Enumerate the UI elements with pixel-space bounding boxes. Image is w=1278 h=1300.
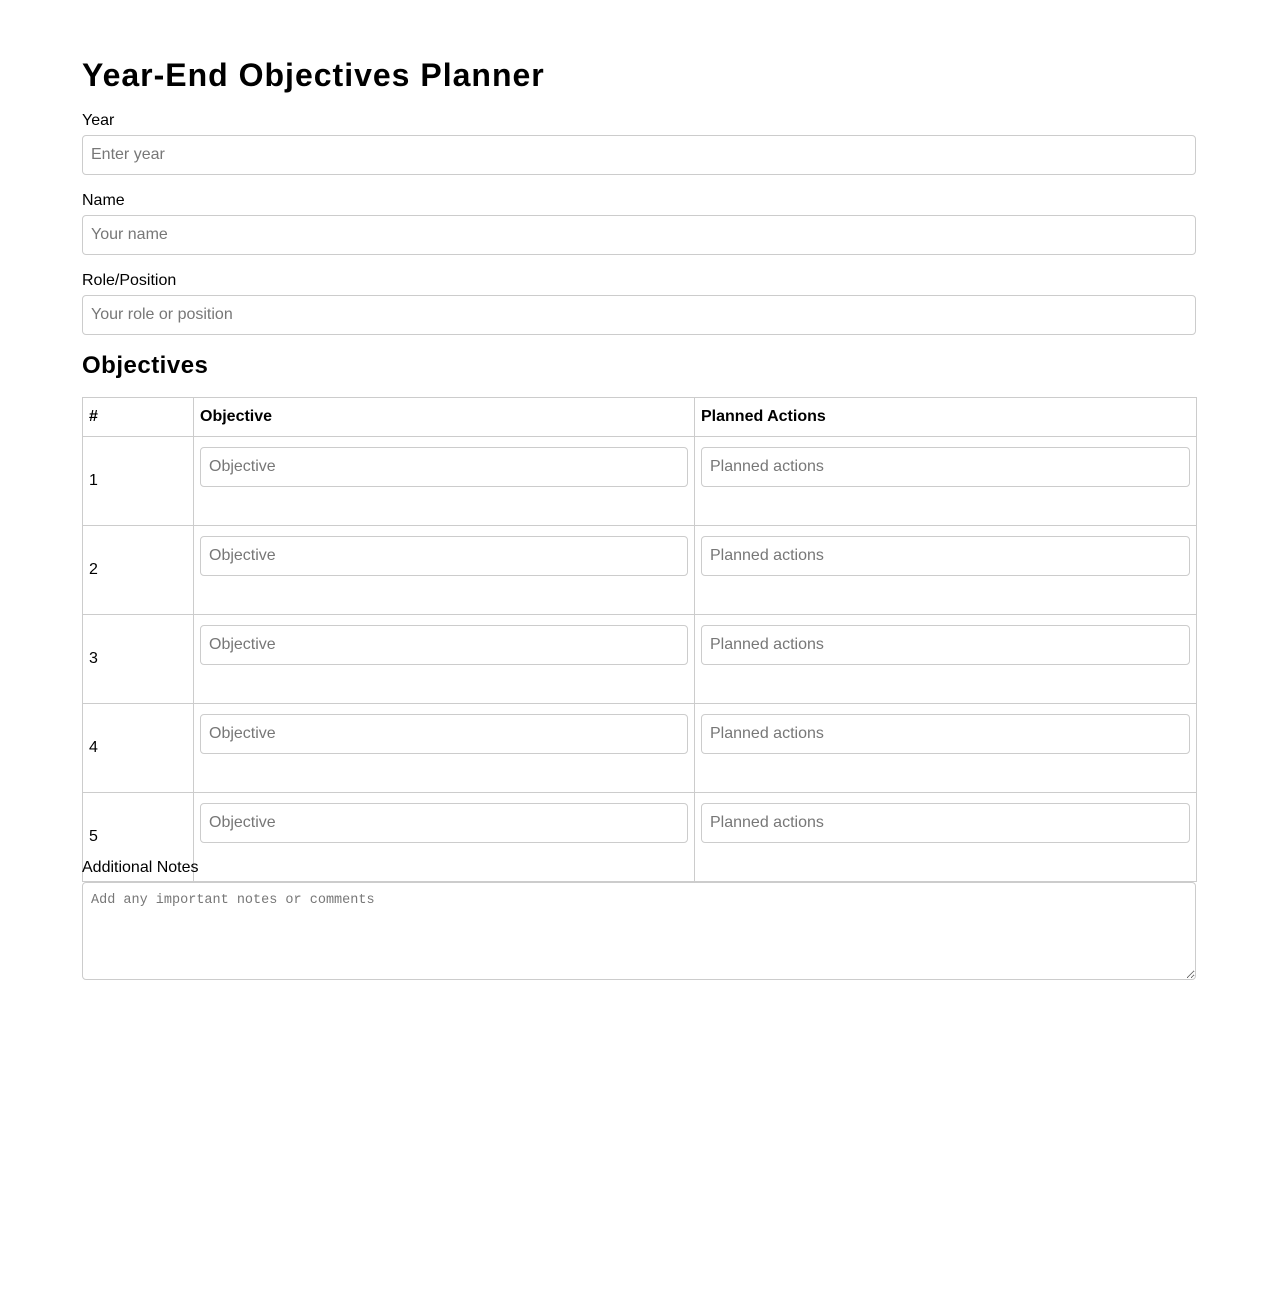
planned-actions-input[interactable] bbox=[701, 714, 1190, 754]
objective-cell bbox=[194, 615, 695, 704]
objective-input[interactable] bbox=[200, 625, 688, 665]
name-label: Name bbox=[82, 192, 125, 209]
objective-input[interactable] bbox=[200, 447, 688, 487]
objective-cell bbox=[194, 526, 695, 615]
row-number: 3 bbox=[83, 615, 194, 704]
table-row bbox=[83, 526, 1197, 615]
column-header-planned-actions: Planned Actions bbox=[695, 398, 1197, 437]
planned-actions-cell bbox=[695, 615, 1197, 704]
page-title: Year-End Objectives Planner bbox=[82, 57, 545, 93]
planned-actions-cell bbox=[695, 437, 1197, 526]
objectives-heading: Objectives bbox=[82, 352, 209, 379]
column-header-objective: Objective bbox=[194, 398, 695, 437]
row-number: 5 bbox=[83, 793, 194, 882]
table-row bbox=[83, 704, 1197, 793]
objective-cell bbox=[194, 793, 695, 882]
objective-cell bbox=[194, 704, 695, 793]
objective-input[interactable] bbox=[200, 714, 688, 754]
planned-actions-input[interactable] bbox=[701, 803, 1190, 843]
year-input[interactable] bbox=[82, 135, 1196, 175]
column-header-number: # bbox=[83, 398, 194, 437]
table-header-row bbox=[83, 398, 1197, 437]
role-input[interactable] bbox=[82, 295, 1196, 335]
planned-actions-input[interactable] bbox=[701, 625, 1190, 665]
planned-actions-input[interactable] bbox=[701, 447, 1190, 487]
notes-textarea[interactable] bbox=[82, 882, 1196, 980]
planned-actions-input[interactable] bbox=[701, 536, 1190, 576]
year-label: Year bbox=[82, 112, 115, 129]
row-number: 1 bbox=[83, 437, 194, 526]
table-row bbox=[83, 615, 1197, 704]
notes-label: Additional Notes bbox=[82, 859, 199, 876]
row-number: 2 bbox=[83, 526, 194, 615]
objective-input[interactable] bbox=[200, 803, 688, 843]
objective-input[interactable] bbox=[200, 536, 688, 576]
name-input[interactable] bbox=[82, 215, 1196, 255]
table-row bbox=[83, 437, 1197, 526]
row-number: 4 bbox=[83, 704, 194, 793]
planned-actions-cell bbox=[695, 526, 1197, 615]
planned-actions-cell bbox=[695, 793, 1197, 882]
role-label: Role/Position bbox=[82, 272, 177, 289]
table-row bbox=[83, 793, 1197, 882]
objectives-table bbox=[82, 397, 1197, 882]
objective-cell bbox=[194, 437, 695, 526]
planned-actions-cell bbox=[695, 704, 1197, 793]
